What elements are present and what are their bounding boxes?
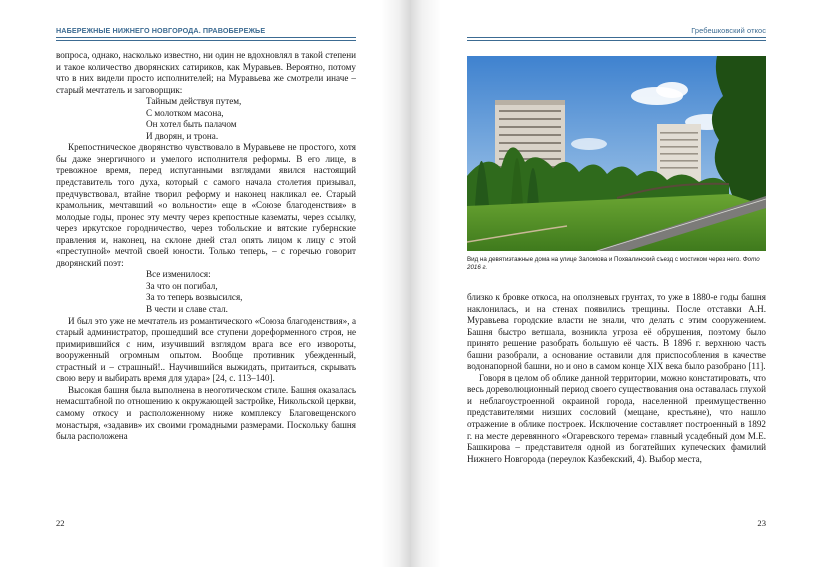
paragraph: близко к бровке откоса, на оползневых грунтах, то уже в 1880-е годы башня наклонилась, и на стенах появились трещины. После отставки А.Н. Муравьева городские власти не знали, что делать с этим сооружением. Башня быстро ветшала, возникла угроза её обрушения, поэтому было принято решение разобрать большую её часть. В 1896 г. верхнюю часть башни разобрали, а основание оставили для приспособления в качестве водонапорной башни, но и оно в самом конце XIX века было разобрано [11].	[467, 292, 766, 372]
paragraph: вопроса, однако, насколько известно, ни один не вдохновлял в такой степени и такое количество дворянских сатириков, как Муравьев. Вероятно, потому что в них видели просто исполнителей; на Муравьева же смотрели иначе – старый мечтатель и заговорщик:	[56, 50, 356, 95]
paragraph: Крепостническое дворянство чувствовало в Муравьеве не простого, хотя бы даже энергичного и умелого исполнителя реформы. В его лице, в тревожное время, перед испуганными взглядами явился настоящий представитель того духа, который с самого начала столетия призывал, предчувствовал, втайне творил реформу и наконец накликал ее. Старый крамольник, мечтавший «о вольности» еще в «Союзе благоденствия» в молодые годы, пронес эту мечту через крепостные казематы, через ссылку, через иркутское городничество, через тобольские и вятские губернские правления и, наконец, на склоне дней стал опять лицом к лицу с этой «преступной» мечтой своей юности. Только теперь, – с горечью говорит дворянский поэт:	[56, 142, 356, 268]
page-number-right: 23	[757, 518, 766, 528]
paragraph: Высокая башня была выполнена в неоготическом стиле. Башня оказалась немасштабной по отношению к окружающей застройке, Никольской церкви, самому откосу и расположенному ниже комплексу Благовещенского монастыря, «задавив» их своими громадными размерами. Поскольку башня была расположена	[56, 384, 356, 442]
gutter-shadow	[381, 0, 411, 567]
right-page	[411, 0, 822, 567]
photo-illustration	[467, 56, 766, 251]
verse-line: В чести и славе стал.	[146, 304, 228, 315]
gutter-shadow	[411, 0, 441, 567]
photo-slope-buildings	[467, 56, 766, 251]
verse-line: За то теперь возвысился,	[146, 292, 243, 303]
header-rule-thin	[56, 40, 356, 41]
photo-caption	[467, 256, 766, 272]
verse-block	[146, 96, 356, 142]
verse-block	[146, 269, 356, 315]
caption-photo-credit: Фото 2016 г.	[467, 256, 760, 272]
page-number-left: 22	[56, 518, 65, 528]
verse-line: Все изменилося:	[146, 269, 211, 280]
header-rule	[467, 37, 766, 38]
body-text-right	[467, 292, 766, 465]
body-text-left	[56, 50, 356, 443]
verse-line: Тайным действуя путем,	[146, 96, 242, 107]
paragraph: Говоря в целом об облике данной территории, можно констатировать, что весь дореволюционный период своего существования она оставалась глухой и неблагоустроенной окраиной города, населенной преимущественно представителями низших сословий (мещане, крестьяне), что нашло отражение в облике построек. Исключение составляет построенный в 1892 г. на месте деревянного «Огаревского терема» главный усадебный дом М.Е. Башкирова – представителя одной из богатейших купеческих фамилий Нижнего Новгорода (переулок Казбекский, 4). Выбор места,	[467, 372, 766, 464]
verse-line: И дворян, и трона.	[146, 130, 219, 141]
verse-line: За что он погибал,	[146, 280, 218, 291]
verse-line: С молотком масона,	[146, 107, 224, 118]
running-head-left: НАБЕРЕЖНЫЕ НИЖНЕГО НОВГОРОДА. ПРАВОБЕРЕЖЬЕ	[56, 26, 266, 35]
running-head-right: Гребешковский откос	[691, 26, 766, 35]
header-rule-thin	[467, 40, 766, 41]
caption-text: Вид на девятиэтажные дома на улице Заломова и Похвалинский съезд с мостиком через него.	[467, 256, 742, 263]
paragraph: И был это уже не мечтатель из романтического «Союза благоденствия», а старый администратор, прошедший все ступени дореформенного строя, не примирившийся с ним, изучивший взглядом врага все его извороты, вооруженный огромным опытом. Вообще противник убежденный, страстный и – страшный!.. Научившийся выжидать, притаиться, скрывать свою веру и выбирать время для удара» [24, с. 113–140].	[56, 315, 356, 384]
header-rule	[56, 37, 356, 38]
verse-line: Он хотел быть палачом	[146, 119, 237, 130]
